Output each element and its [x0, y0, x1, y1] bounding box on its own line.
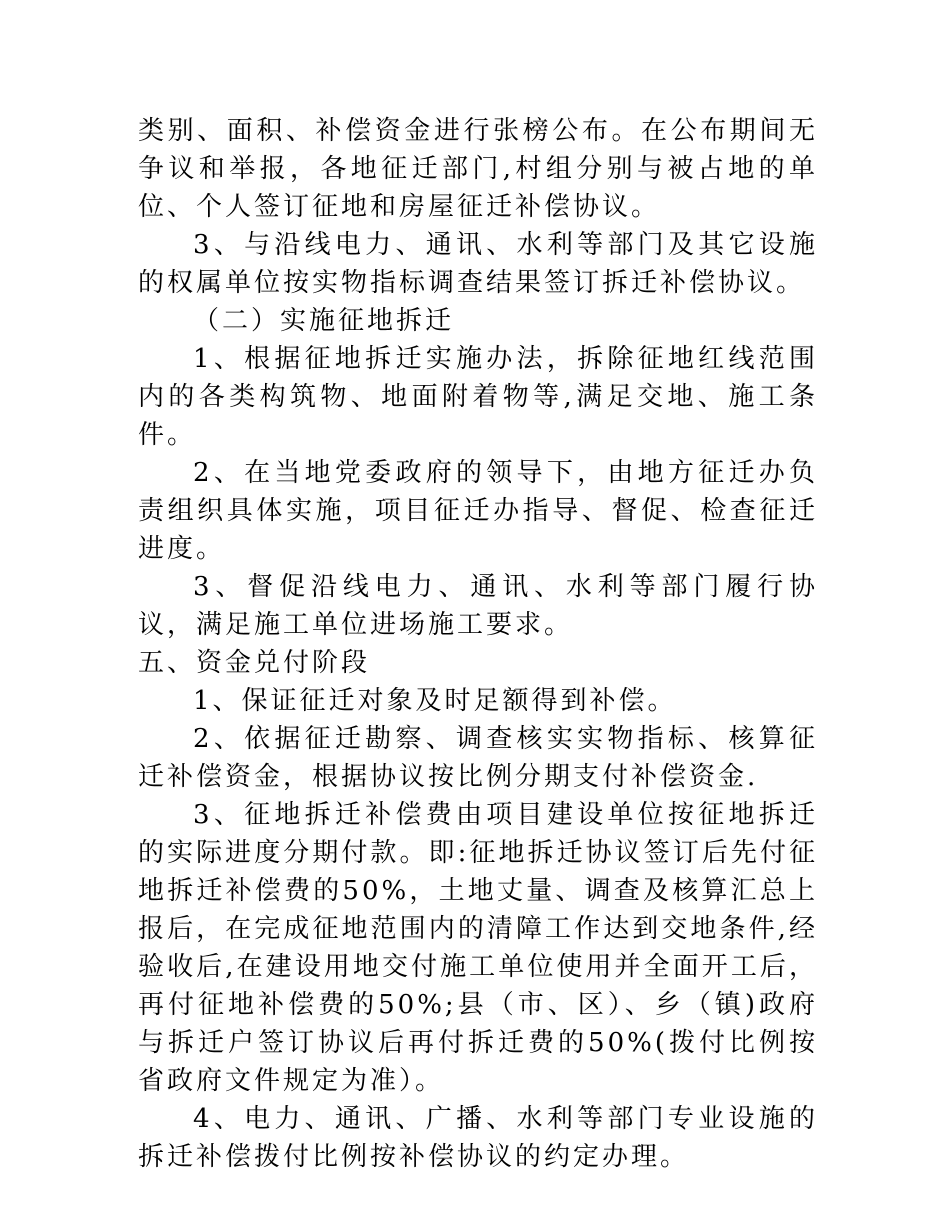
- section-heading-fund-payment: 五、资金兑付阶段: [138, 648, 371, 678]
- paragraph-11-facility-compensation: 4、电力、通讯、广播、水利等部门专业设施的拆迁补偿拨付比例按补偿协议的约定办理。: [138, 1104, 818, 1172]
- paragraph-9-installment-payment: 2、依据征迁勘察、调查核实实物指标、核算征迁补偿资金，根据协议按比例分期支付补偿资金.: [138, 724, 818, 792]
- document-body: [138, 112, 818, 1176]
- paragraph-10-payment-schedule: 3、征地拆迁补偿费由项目建设单位按征地拆迁的实际进度分期付款。即:征地拆迁协议签订后先付征地拆迁补偿费的50%，土地丈量、调查及核算汇总上报后，在完成征地范围内的清障工作达到交地条件,经验收后,在建设用地交付施工单位使用并全面开工后，再付征地补偿费的50%;县（市、区）、乡（镇)政府与拆迁户签订协议后再付拆迁费的50%(拨付比例按省政府文件规定为准）。: [138, 800, 818, 1096]
- paragraph-1-publicity: 类别、面积、补偿资金进行张榜公布。在公布期间无争议和举报，各地征迁部门,村组分别与被占地的单位、个人签订征地和房屋征迁补偿协议。: [138, 116, 818, 222]
- paragraph-2-utility-agreements: 3、与沿线电力、通讯、水利等部门及其它设施的权属单位按实物指标调查结果签订拆迁补偿协议。: [138, 230, 818, 298]
- paragraph-4-demolition-method: 1、根据征地拆迁实施办法，拆除征地红线范围内的各类构筑物、地面附着物等,满足交地、施工条件。: [138, 344, 818, 450]
- paragraph-5-local-leadership: 2、在当地党委政府的领导下，由地方征迁办负责组织具体实施，项目征迁办指导、督促、检查征迁进度。: [138, 458, 818, 564]
- paragraph-8-timely-compensation: 1、保证征迁对象及时足额得到补偿。: [193, 686, 677, 716]
- paragraph-6-supervise-utilities: 3、督促沿线电力、通讯、水利等部门履行协议，满足施工单位进场施工要求。: [138, 572, 818, 640]
- subheading-implement-demolition: （二）实施征地拆迁: [193, 306, 455, 336]
